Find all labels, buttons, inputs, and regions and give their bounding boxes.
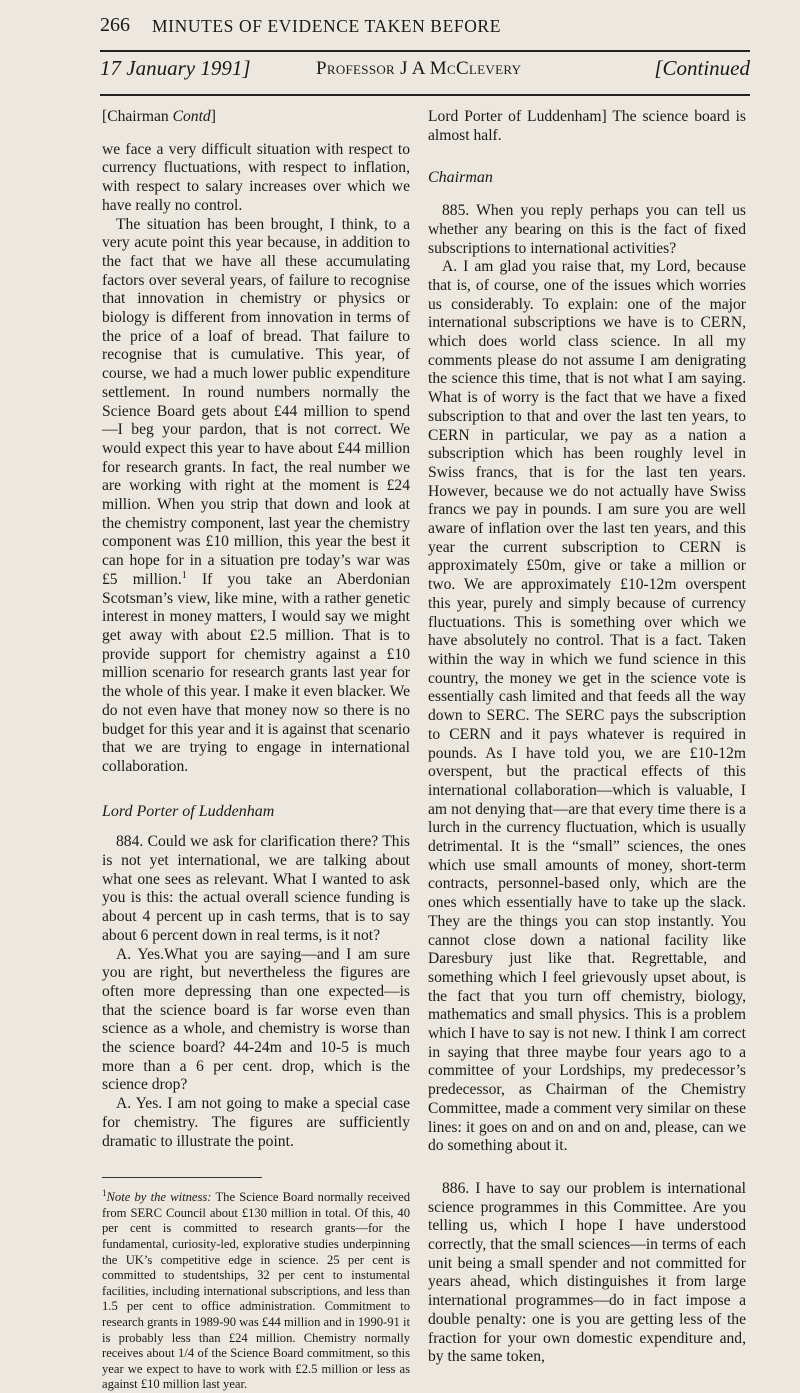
footnote-divider: [102, 1177, 262, 1178]
footnote-reference: 1: [181, 569, 187, 581]
paragraph: we face a very difficult situation with respect to currency fluctuations, with respect to inflation, with respect to salary increases over which we have really no control.: [102, 140, 410, 214]
page-number: 266: [100, 14, 130, 36]
question-886: 886. I have to say our problem is international science programmes in this Committee. Are you telling us, which I hope I have understood correctly, that the small sciences—in terms of each unit being a small spender and not committed for years ahead, which distinguishes it from large international programmes—do in fact impose a double penalty: one is you are getting less of the fraction for your own domestic expenditure and, by the same token,: [428, 1179, 746, 1366]
header-rule-top: [100, 50, 750, 52]
question-885: 885. When you reply perhaps you can tell us whether any bearing on this is the fact of fixed subscriptions to international activities?: [428, 202, 746, 257]
paragraph: [102, 216, 410, 777]
footnote-text: Note by the witness: The Science Board normally received from SERC Council about £130 million in total. Of this, 40 per cent is committed to research grants—for the fundamental, curiosity-led, explorative studies underpinning the UK’s competitive edge in science. 25 per cent is committed to studentships, 32 per cent to instumental facilities, including international subscriptions, and less than 1.5 per cent to office administration. Commitment to research grants in 1989-90 was £44 million and in 1990-91 it is probably less than £24 million. Chemistry normally receives about 1/4 of the Science Board commitment, so this year we expect to have to work with £2.5 million or less as against £10 million last year.: [102, 1190, 410, 1392]
paragraph-text: The situation has been brought, I think, to a very acute point this year because, in addition to the fact that we have all these accumulating factors over several years, of failure to recognise that innovation in chemistry or physics or biology is different from innovation in terms of the price of a loaf of bread. That failure to recognise that is cumulative. This year, of course, we had a much lower public expenditure settlement. In round numbers normally the Science Board gets about £44 million to spend —I beg your pardon, that is not correct. We would expect this year to have about £44 million for research grants. In fact, the real number we are working with right at the moment is £24 million. When you strip that down and look at the chemistry component, last year the chemistry component was £10 million, this year the best it can hope for in a situation pre today’s war was £5 million.: [102, 215, 410, 588]
page-header: [0, 14, 800, 40]
answer-paragraph: A. I am glad you raise that, my Lord, because that is, of course, one of the issues which worries us considerably. To explain: one of the major international subscriptions we have is to CERN, which does world class science. In all my comments please do not assume I am denigrating the science this time, that is not what I am saying. What is of worry is the fact that we have a fixed subscription to that and over the last ten years, to CERN in particular, we pay as a nation a subscription which has been roughly level in Swiss francs, that is for the last ten years. However, because we do not actually have Swiss francs we pay in pounds. I am sure you are well aware of inflation over the last ten years, and this year the current subscription to CERN is approximately £50m, give or take a million or two. We are approximately £10-12m overspent this year, purely and simply because of currency fluctuations. This is something over which we have absolutely no control. That is a fact. Taken within the way in which we fund science in this country, the money we get in the science vote is essentially cash limited and that feeds all the way down to SERC. The SERC pays the subscription to CERN and it pays whatever is required in pounds. As I have told you, we are £10-12m overspent, but the practical effects of this international collaboration—which is valuable, I am not denying that—are that every time there is a lurch in the currency fluctuation, which is usually detrimental. It is the “small” sciences, the ones which use small amounts of money, short-term contracts, personnel-based only, which are the ones which essentially have to take up the slack. They are the things you can stop instantly. You cannot close down a national facility like Daresbury just like that. Regrettable, and something which I feel grievously upset about, is the fact that you turn off chemistry, biology, mathematics and small physics. This is a problem which I have to say is not new. I think I am correct in saying that three maybe four years ago to a committee of your Lordships, my predecessor’s predecessor, as Chairman of the Chemistry Committee, made a comment very similar on these lines: it goes on and on and on and, please, can we do something about it.: [428, 258, 746, 1155]
answer-paragraph: A. Yes.What you are saying—and I am sure you are right, but nevertheless the figures are often more depressing than one expected—is that the science board is far worse even than science as a whole, and chemistry is worse than the science board? 44-24m and 10-5 is much more than a 6 per cent. drop, which is the science drop?: [102, 945, 410, 1094]
paragraph-text-continued: If you take an Aberdonian Scotsman’s view, like mine, with a rather genetic interest in money matters, I would say we might get away with about £2.5 million. That is to provide support for chemistry against a £10 million scenario for research grants last year for the whole of this year. I make it even blacker. We do not even have that money now so there is no budget for this year and it is against that scenario that we are trying to engage in international collaboration.: [102, 570, 410, 775]
question-884: 884. Could we ask for clarification there? This is not yet international, we are talking about what one sees as relevant. What I wanted to ask you is this: the actual overall science funding is about 4 percent up in cash terms, that is to say about 6 percent down in real terms, is it not?: [102, 833, 410, 944]
header-rule-bottom: [100, 94, 750, 96]
footnote: [102, 1190, 410, 1393]
right-column: [428, 108, 746, 1367]
continued-label: [Continued: [654, 56, 750, 80]
speaker-heading: Chairman: [428, 169, 493, 187]
footnote-marker: 1: [102, 1188, 107, 1199]
answer-paragraph: A. Yes. I am not going to make a special case for chemistry. The figures are sufficiently dramatic to illustrate the point.: [102, 1095, 410, 1150]
witness-name: Professor J A McClevery: [316, 58, 522, 79]
left-column: [102, 108, 410, 1393]
speaker-chairman-contd: [Chairman Contd]: [102, 108, 216, 125]
speaker-heading: Lord Porter of Luddenham: [102, 802, 275, 820]
header-subline: [100, 56, 750, 84]
hearing-date: 17 January 1991]: [100, 56, 251, 80]
paragraph: Lord Porter of Luddenham] The science board is almost half.: [428, 108, 746, 144]
running-title: MINUTES OF EVIDENCE TAKEN BEFORE: [152, 16, 501, 36]
